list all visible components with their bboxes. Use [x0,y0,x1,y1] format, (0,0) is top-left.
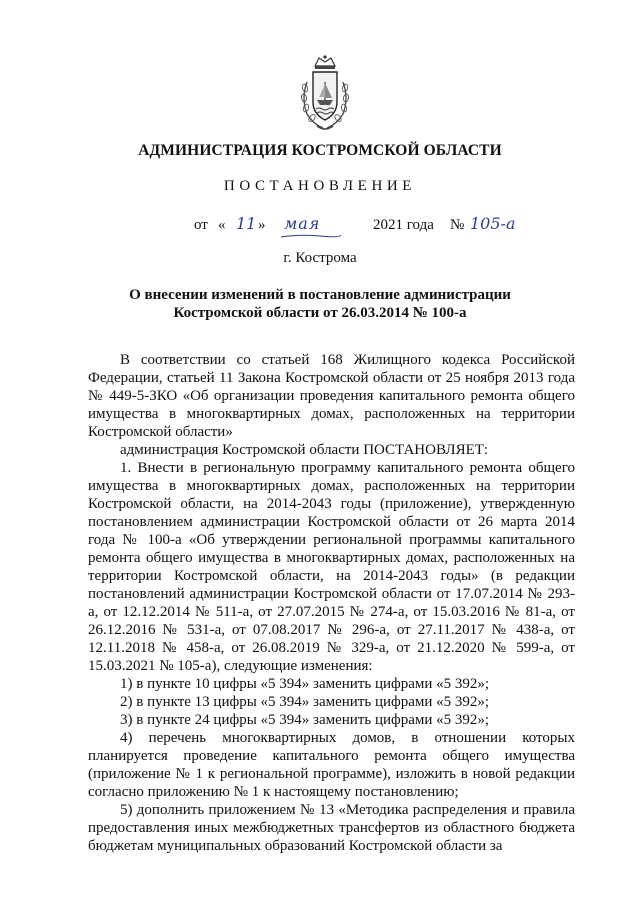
body-paragraph-resolves: администрация Костромской области ПОСТАНОВЛЯЕТ: [120,442,489,458]
month-underline [280,233,342,239]
body-paragraph-item-1: 1. Внести в региональную программу капитального ремонта общего имущества в многоквартирных домах, расположенных на территории Костромской области, на 2014-2043 годы (приложение), утвержденную постановлением администрации Костромской области от 26 марта 2014 года № 100-а «Об утверждении региональной программы капитального ремонта общего имущества в многоквартирных домах, расположенных на территории Костромской области, на 2014-2043 годы» (в редакции постановлений администрации Костромской области от 17.07.2014 № 293-а, от 12.12.2014 № 511-а, от 27.07.2015 № 274-а, от 15.03.2016 № 81-а, от 26.12.2016 № 531-а, от 07.08.2017 № 296-а, от 27.11.2017 № 438-а, от 12.11.2018 № 458-а, от 26.08.2019 № 329-а, от 21.12.2020 № 599-а, от 15.03.2021 № 105-а), следующие изменения: [88,460,575,674]
document-body [88,351,575,855]
body-subitem-1: 1) в пункте 10 цифры «5 394» заменить цифрами «5 392»; [120,676,490,692]
body-paragraph-legal-basis: В соответствии со статьей 168 Жилищного кодекса Российской Федерации, статьей 11 Закона Костромской области от 25 ноября 2013 года № 449-5-ЗКО «Об организации проведения капитального ремонта общего имущества в многоквартирных домах, расположенных на территории Костромской области» [88,352,575,440]
body-subitem-5: 5) дополнить приложением № 13 «Методика распределения и правила предоставления иных межбюджетных трансфертов из областного бюджета бюджетам муниципальных образований Костромской области за [88,802,575,854]
date-day-handwritten: 11 [236,214,257,233]
body-subitem-4: 4) перечень многоквартирных домов, в отношении которых планируется проведение капитального ремонта общего имущества (приложение № 1 к региональной программе), изложить в новой редакции согласно приложению № 1 к настоящему постановлению; [88,730,575,800]
date-year: 2021 года [373,217,434,233]
body-subitem-3: 3) в пункте 24 цифры «5 394» заменить цифрами «5 392»; [120,712,490,728]
document-title [0,286,640,322]
kostroma-coat-of-arms-icon [293,54,357,134]
city-name: г. Кострома [283,250,357,266]
title-line-1: О внесении изменений в постановление администрации [129,287,511,303]
body-subitem-2: 2) в пункте 13 цифры «5 394» заменить цифрами «5 392»; [120,694,490,710]
number-sign: № [450,217,465,233]
title-line-2: Костромской области от 26.03.2014 № 100-а [173,305,467,321]
date-open-quote: « [218,217,226,233]
organization-name: АДМИНИСТРАЦИЯ КОСТРОМСКОЙ ОБЛАСТИ [138,142,502,159]
document-number-handwritten: 105-а [470,214,516,233]
date-number-line [0,214,640,238]
document-type: ПОСТАНОВЛЕНИЕ [223,178,417,194]
date-prefix: от [194,217,208,233]
date-month-handwritten: мая [284,214,321,233]
date-close-quote: » [258,217,266,233]
